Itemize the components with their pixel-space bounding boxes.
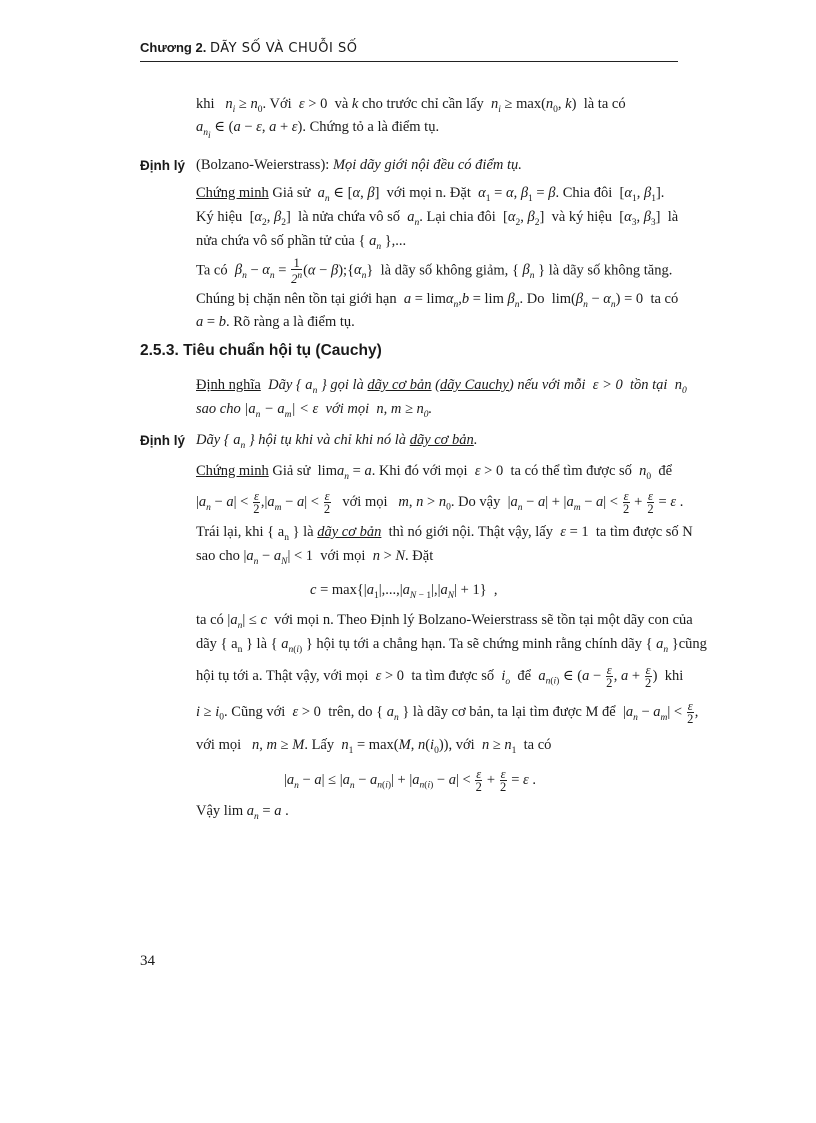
text-line: khi $n_i \ge n_0$. Với ε > 0 và k cho trước chỉ cần lấy $n_i \ge \max(n_0$, k) là ta có [196,96,626,115]
text-line: Chúng bị chặn nên tồn tại giới hạn $a = \lim\alpha_n,b = \lim \beta_n$. Do $\lim(\beta_n - \alpha_n) = 0$ ta có [196,291,679,310]
header-rule [140,61,678,62]
text-line: nửa chứa vô số phần tử của { $a_n$ },... [196,233,407,252]
text-line: $i \ge i_0$. Cũng với ε > 0 trên, do { $a_n$ } là dãy cơ bản, ta lại tìm được M để $|a_n - a_m|$ < $\frac{\varepsilon}{2}$ , [196,699,699,726]
definition-line: Định nghĩa Dãy { $a_n$ } gọi là dãy cơ bản (dãy Cauchy) nếu với mỗi ε > 0 tồn tại $n_0$ [196,377,687,396]
theorem-label: Định lý [140,433,186,448]
text-line: Vậy $\lim a_n = a$ . [196,803,289,822]
chapter-subtitle: DÃY SỐ VÀ CHUỖI SỐ [209,41,358,56]
definition-label: Định nghĩa [196,377,261,393]
section-title: 2.5.3. Tiêu chuẩn hội tụ (Cauchy) [140,342,382,359]
text-line: dãy { $a_n$ } là { $a_{n(i)}$ } hội tụ tới a chẳng hạn. Ta sẽ chứng minh rằng chính dãy { $a_n$ }cũng [196,636,707,655]
text-line: ta có $|a_n| \le c$ với mọi n. Theo Định lý Bolzano-Weierstrass sẽ tồn tại một dãy con của [196,612,693,631]
text-line: Ta có $\beta_n - \alpha_n$ = $\frac{1}{2^n}$ $(\alpha - \beta);\{\alpha_n\}$ là dãy số không giảm, { $\beta_n$ } là dãy số không tăng. [196,256,673,287]
text-line: hội tụ tới a. Thật vậy, với mọi ε > 0 ta tìm được số $i_o$ để $a_{n(i)}$ ∈ (a − $\frac{\varepsilon}{2}$ , a + $\frac{\varepsilon}{2}$ ) khi [196,663,684,690]
proof-label: Chứng minh [196,185,269,201]
text-line: với mọi n, m ≥ M. Lấy $n_1 = \max(M$, $n(i_0)$), với $n \ge n_1$ ta có [196,737,552,756]
definition-line: sao cho $|a_n - a_m| < \varepsilon$ với mọi n, $m \ge n_0$. [196,401,433,420]
text-line: $a_{n_i}$ ∈ (a − ε, a + ε). Chứng tỏ a là điểm tụ. [196,119,440,141]
chapter-label: Chương 2. [140,40,207,55]
text-line: sao cho $|a_n - a_N| < 1$ với mọi n > N. Đặt [196,548,434,567]
equation: $|a_n - a| \le |a_n - a_{n(i)}| + |a_{n(i)} - a|$ < $\frac{\varepsilon}{2}$ + $\frac{\varepsilon}{2}$ = ε . [284,767,536,794]
text-line: $|a_n - a|$ < $\frac{\varepsilon}{2}$ $,|a_m - a|$ < $\frac{\varepsilon}{2}$ với mọi m, $n > n_0$. Do vậy $|a_n - a| + |a_m - a|$ < $\frac{\varepsilon}{2}$ + $\frac{\varepsilon}{2}$ = ε . [196,489,684,516]
theorem-statement: (Bolzano-Weierstrass): Mọi dãy giới nội đều có điểm tụ. [196,157,522,173]
running-header [140,40,678,62]
text-line: Ký hiệu [$\alpha_2$, $\beta_2$] là nửa chứa vô số $a_n$. Lại chia đôi [$\alpha_2$, $\beta_2$] và ký hiệu [$\alpha_3$, $\beta_3$] là [196,209,679,228]
text-line: a = b. Rõ ràng a là điểm tụ. [196,314,355,330]
proof-label: Chứng minh [196,463,269,479]
equation: $c = \max\{|a_1|,...,|a_{N - 1}|,|a_N| + 1\}$ , [310,582,498,601]
page-number: 34 [140,953,155,969]
text-line: Chứng minh Giả sử lima$_n$ = a. Khi đó với mọi ε > 0 ta có thể tìm được số $n_0$ để [196,463,673,482]
text-line: Chứng minh Giả sử $a_n$ ∈ [α, β] với mọi n. Đặt $\alpha_1 = \alpha$, $\beta_1 = \beta$. Chia đôi [$\alpha_1$, $\beta_1$]. [196,185,665,204]
theorem-label: Định lý [140,158,186,173]
text-line: Trái lại, khi { $a_n$ } là dãy cơ bản thì nó giới nội. Thật vậy, lấy ε = 1 ta tìm được số N [196,524,693,543]
theorem-statement: Dãy { $a_n$ } hội tụ khi và chỉ khi nó là dãy cơ bản. [196,432,478,451]
